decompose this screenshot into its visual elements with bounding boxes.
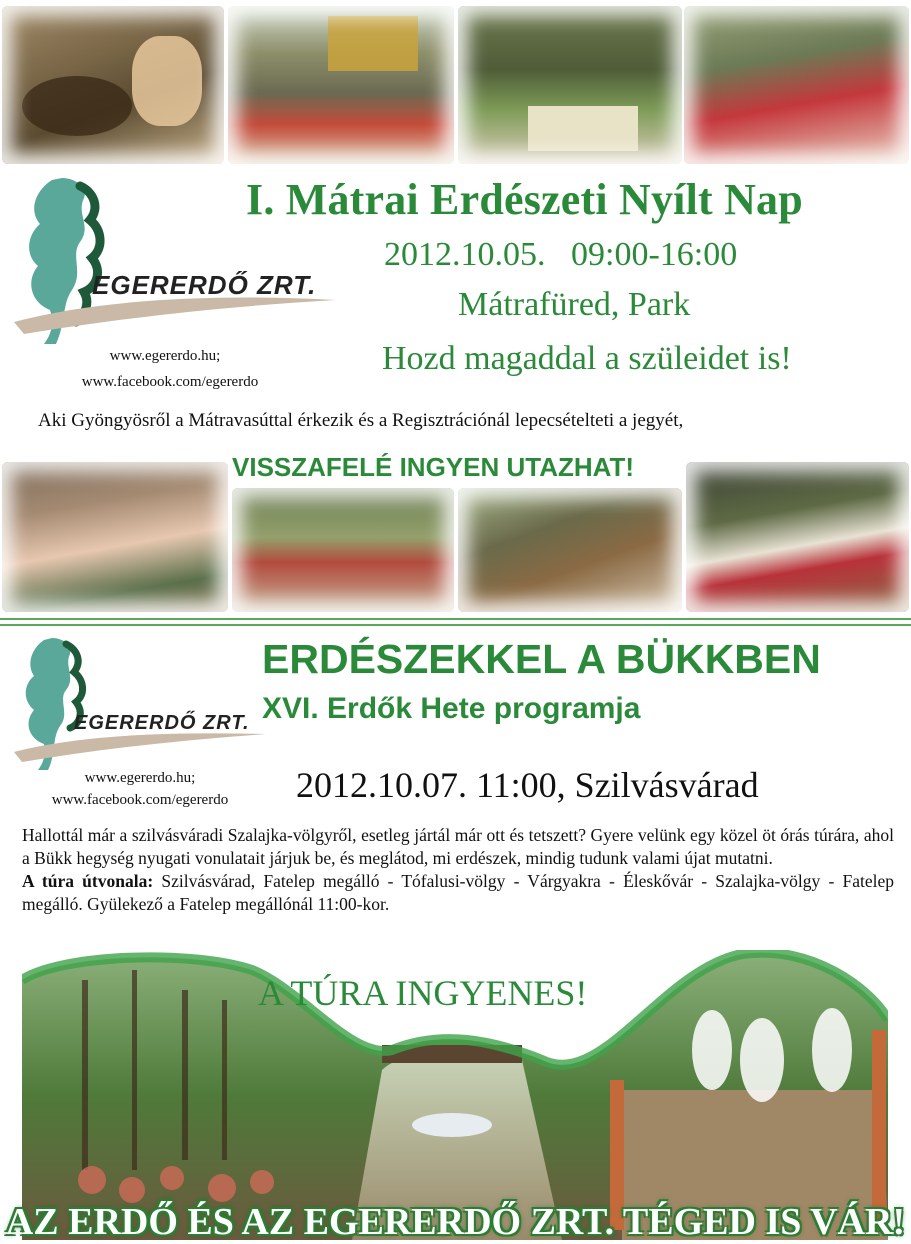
hike-intro: Hallottál már a szilvásváradi Szalajka-völgyről, esetleg jártál már ott és tetszett? Gyere velünk egy közel öt órás túrára, ahol a Bükk hegység nyugati vonulatait járjuk be, és meglátod, mi erdészek, mindig tudunk valami újat mutatni. bbox=[22, 825, 894, 868]
hike-title: ERDÉSZEKKEL A BÜKKBEN bbox=[262, 636, 821, 682]
train-notice: Aki Gyöngyösről a Mátravasúttal érkezik és a Regisztrációnál lepecsételteti a jegyét, bbox=[38, 410, 684, 431]
route-text: Szilvásvárad, Fatelep megálló - Tófalusi-völgy - Várgyakra - Éleskővár - Szalajka-völgy - Fatelep megálló. Gyülekező a Fatelep megállónál 11:00-kor. bbox=[22, 871, 894, 914]
event-place: Mátrafüred, Park bbox=[458, 286, 691, 323]
free-hike-text: A TÚRA INGYENES! bbox=[258, 973, 588, 1013]
hike-description bbox=[22, 824, 894, 916]
hike-date-place: 2012.10.07. 11:00, Szilvásvárad bbox=[296, 765, 759, 805]
photo-child-with-dog bbox=[2, 6, 224, 164]
photo-group-in-forest bbox=[232, 488, 454, 612]
website-link[interactable]: www.egererdo.hu; bbox=[84, 770, 196, 786]
footer-slogan: AZ ERDŐ ÉS AZ EGERERDŐ ZRT. TÉGED IS VÁR! bbox=[5, 1201, 906, 1243]
egererdo-logo bbox=[14, 634, 266, 774]
photo-kids-with-binoculars bbox=[684, 6, 909, 164]
logo-wordmark: EGERERDŐ ZRT. bbox=[74, 712, 250, 734]
photo-berries-tray bbox=[686, 462, 909, 612]
facebook-link[interactable]: www.facebook.com/egererdo bbox=[81, 374, 259, 390]
photo-children-looking bbox=[2, 462, 228, 612]
hike-subtitle: XVI. Erdők Hete programja bbox=[262, 692, 641, 725]
route-label: A túra útvonala: bbox=[22, 871, 154, 891]
event-title: I. Mátrai Erdészeti Nyílt Nap bbox=[246, 175, 803, 224]
photo-forester-showing-box bbox=[458, 6, 682, 164]
photo-mouflon-trophy bbox=[458, 488, 682, 612]
event-tagline: Hozd magaddal a szüleidet is! bbox=[382, 340, 792, 377]
facebook-link[interactable]: www.facebook.com/egererdo bbox=[51, 792, 229, 808]
tree-logo-icon bbox=[14, 634, 266, 774]
event-date-time: 2012.10.05. 09:00-16:00 bbox=[384, 236, 738, 273]
website-link[interactable]: www.egererdo.hu; bbox=[109, 348, 221, 364]
open-day-poster bbox=[0, 0, 911, 620]
logo-wordmark: EGERERDŐ ZRT. bbox=[92, 270, 317, 300]
free-return-promo: VISSZAFELÉ INGYEN UTAZHAT! bbox=[232, 452, 635, 482]
photo-children-group bbox=[228, 6, 454, 164]
